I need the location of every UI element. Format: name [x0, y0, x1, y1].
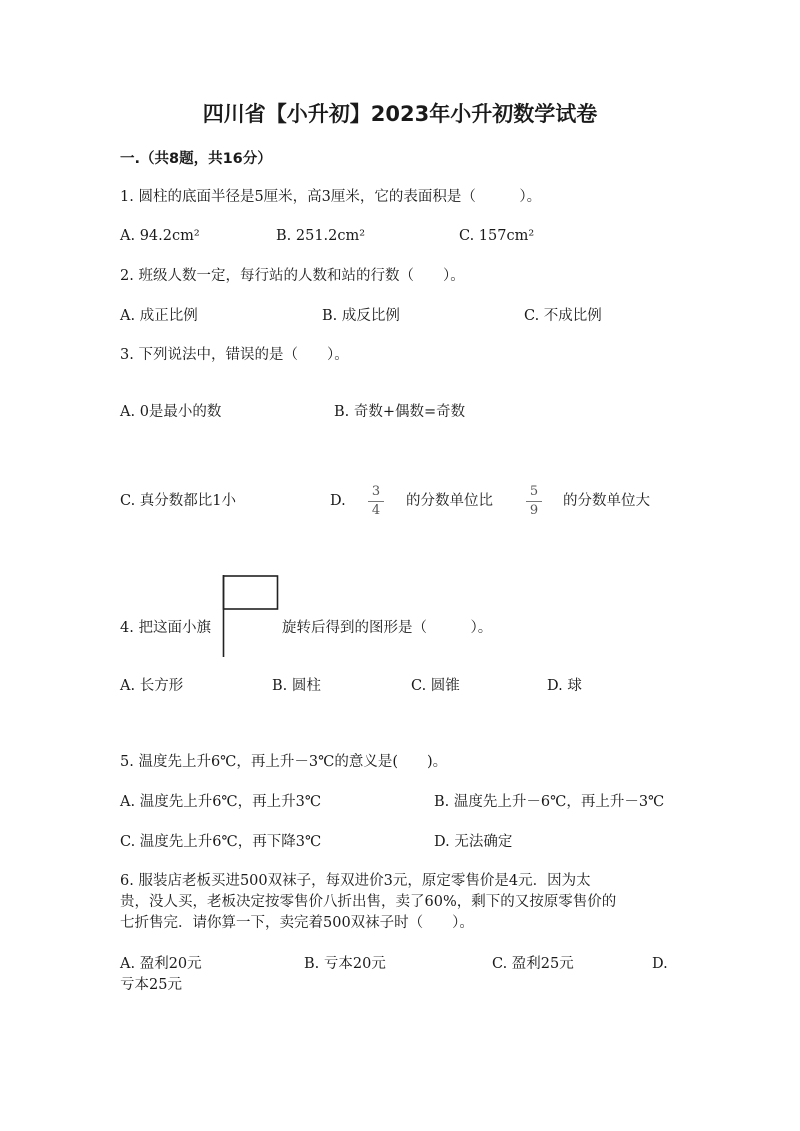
fraction-denominator: 9 — [529, 503, 539, 518]
q6-stem-line1: 6. 服装店老板买进500双袜子，每双进价3元，原定零售价是4元．因为太 — [120, 873, 591, 889]
q5-option-a: A. 温度先上升6℃，再上升3℃ — [120, 794, 322, 810]
q6-option-b: B. 亏本20元 — [304, 956, 386, 972]
flag-rectangle — [224, 576, 278, 609]
q1-stem: 1. 圆柱的底面半径是5厘米，高3厘米，它的表面积是（ ）。 — [120, 189, 542, 205]
q6-stem-line2: 贵，没人买，老板决定按零售价八折出售，卖了60%，剩下的又按原零售价的 — [120, 894, 617, 910]
q5-option-c: C. 温度先上升6℃，再下降3℃ — [120, 834, 322, 850]
q3-option-d-middle: 的分数单位比 — [406, 493, 493, 509]
q3-option-a: A. 0是最小的数 — [120, 404, 222, 420]
q2-stem: 2. 班级人数一定，每行站的人数和站的行数（ ）。 — [120, 268, 465, 284]
fraction-bar — [526, 501, 542, 502]
fraction-numerator: 3 — [371, 484, 381, 499]
q1-option-a: A. 94.2cm² — [120, 228, 200, 244]
q1-option-b: B. 251.2cm² — [276, 228, 366, 244]
flag-figure — [222, 575, 280, 657]
q3-stem: 3. 下列说法中，错误的是（ ）。 — [120, 347, 349, 363]
q4-stem-start: 4. 把这面小旗 — [120, 620, 211, 636]
q4-option-a: A. 长方形 — [120, 678, 184, 694]
fraction-denominator: 4 — [371, 503, 381, 518]
fraction-five-ninths — [524, 484, 544, 519]
q5-stem: 5. 温度先上升6℃，再上升－3℃的意义是( )。 — [120, 754, 448, 770]
fraction-bar — [368, 501, 384, 502]
q4-stem-end: 旋转后得到的图形是（ ）。 — [282, 620, 493, 636]
q3-option-b: B. 奇数+偶数=奇数 — [334, 404, 466, 420]
q6-option-d-text: 亏本25元 — [120, 977, 182, 993]
q2-option-c: C. 不成比例 — [524, 308, 602, 324]
q1-option-c: C. 157cm² — [459, 228, 535, 244]
q4-option-c: C. 圆锥 — [411, 678, 460, 694]
q5-option-d: D. 无法确定 — [434, 834, 513, 850]
q6-option-a: A. 盈利20元 — [120, 956, 202, 972]
fraction-numerator: 5 — [529, 484, 539, 499]
q3-option-d-end: 的分数单位大 — [563, 493, 650, 509]
q2-option-b: B. 成反比例 — [322, 308, 400, 324]
q3-option-c: C. 真分数都比1小 — [120, 493, 237, 509]
fraction-three-quarters — [366, 484, 386, 519]
page-title: 四川省【小升初】2023年小升初数学试卷 — [202, 102, 598, 126]
q4-option-d: D. 球 — [547, 678, 582, 694]
q6-stem-line3: 七折售完．请你算一下，卖完着500双袜子时（ ）。 — [120, 915, 474, 931]
q5-option-b: B. 温度先上升－6℃，再上升－3℃ — [434, 794, 665, 810]
q4-option-b: B. 圆柱 — [272, 678, 321, 694]
section-heading: 一.（共8题，共16分） — [120, 151, 272, 167]
q6-option-c: C. 盈利25元 — [492, 956, 574, 972]
q2-option-a: A. 成正比例 — [120, 308, 198, 324]
q3-option-d-label: D. — [330, 493, 346, 509]
q6-option-d-label: D. — [652, 956, 668, 972]
